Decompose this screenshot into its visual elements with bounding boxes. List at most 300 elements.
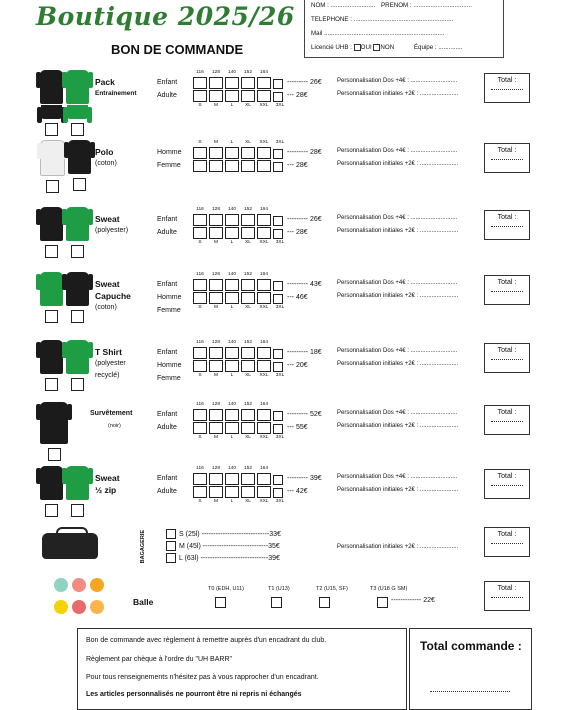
- price-label: --------- 39€: [287, 475, 322, 482]
- garment-icon: [66, 466, 89, 500]
- size-label: M: [214, 103, 218, 108]
- product-name-block: [95, 146, 117, 170]
- bag-l-checkbox[interactable]: [166, 553, 176, 563]
- customer-info-box: [304, 0, 504, 58]
- size-label: XL: [245, 499, 251, 504]
- size-label: 152: [243, 466, 252, 471]
- quantity-box[interactable]: [241, 473, 255, 485]
- size-label: 3XL: [275, 240, 285, 245]
- product-image: [40, 207, 89, 258]
- bag-image: [42, 533, 98, 559]
- quantity-box[interactable]: [241, 279, 255, 291]
- quantity-box[interactable]: [241, 360, 255, 372]
- ball-icon: [54, 600, 68, 614]
- quantity-box[interactable]: [209, 77, 223, 89]
- size-label: XL: [245, 435, 251, 440]
- quantity-box[interactable]: [257, 473, 271, 485]
- quantity-box[interactable]: [193, 279, 207, 291]
- color-select-checkbox[interactable]: [71, 378, 84, 391]
- bag-m-checkbox[interactable]: [166, 541, 176, 551]
- size-3xl-box[interactable]: [273, 349, 283, 359]
- size-label: XL: [245, 305, 251, 310]
- size-label: 140: [227, 70, 236, 75]
- size-label: 164: [259, 402, 268, 407]
- product-name-block: [95, 472, 120, 496]
- category-labels: [157, 408, 177, 434]
- product-desc: (coton): [95, 160, 117, 167]
- size-label: M: [214, 240, 218, 245]
- product-total-box[interactable]: Total :: [484, 405, 530, 435]
- product-image: [40, 272, 89, 323]
- quantity-box[interactable]: [241, 347, 255, 359]
- product-name-block: [95, 278, 131, 314]
- size-3xl-box[interactable]: [273, 475, 283, 485]
- size-label: XL: [245, 373, 251, 378]
- perso-initiales-field[interactable]: Personnalisation initiales +2€ : .......................: [337, 161, 459, 167]
- size-label: S: [198, 435, 202, 440]
- kids-size-header: [192, 70, 272, 75]
- ball-t0-checkbox[interactable]: [215, 597, 226, 608]
- quantity-box[interactable]: [241, 90, 255, 102]
- quantity-grid: [193, 347, 272, 372]
- product-desc: (polyester: [95, 360, 126, 367]
- size-label: 128: [211, 207, 220, 212]
- perso-dos-field[interactable]: Personnalisation Dos +4€ : ............................: [337, 78, 458, 84]
- size-label: 164: [259, 340, 268, 345]
- size-label: 152: [243, 402, 252, 407]
- color-select-checkbox[interactable]: [46, 180, 59, 193]
- product-image: [40, 466, 89, 517]
- product-name-block: [90, 408, 132, 432]
- ball-t1-checkbox[interactable]: [271, 597, 282, 608]
- quantity-box[interactable]: [225, 160, 239, 172]
- kids-size-header: [192, 272, 272, 277]
- kids-size-header: [192, 207, 272, 212]
- quantity-box[interactable]: [193, 147, 207, 159]
- kids-size-header: [192, 340, 272, 345]
- product-total-box[interactable]: Total :: [484, 73, 530, 103]
- size-label: 116: [196, 207, 204, 212]
- quantity-box[interactable]: [225, 90, 239, 102]
- quantity-box[interactable]: [257, 486, 271, 498]
- quantity-box[interactable]: [257, 292, 271, 304]
- size-label: XXL: [259, 140, 269, 145]
- quantity-box[interactable]: [209, 292, 223, 304]
- color-select-checkbox[interactable]: [71, 123, 84, 136]
- quantity-box[interactable]: [241, 227, 255, 239]
- quantity-grid: [193, 214, 272, 239]
- color-select-checkbox[interactable]: [45, 310, 58, 323]
- size-label: 164: [259, 207, 268, 212]
- balle-label: Balle: [133, 597, 154, 607]
- color-select-checkbox[interactable]: [71, 504, 84, 517]
- garment-option: [66, 70, 89, 136]
- garment-option: [40, 70, 63, 136]
- garment-icon: [66, 272, 89, 306]
- size-3xl-box[interactable]: [273, 149, 283, 159]
- category-label: Enfant: [157, 216, 178, 223]
- shorts-icon: [67, 105, 88, 119]
- product-name-block: [95, 346, 126, 382]
- bagagerie-options: [166, 528, 281, 564]
- quantity-box[interactable]: [209, 486, 223, 498]
- quantity-box[interactable]: [257, 77, 271, 89]
- product-total-box[interactable]: Total :: [484, 469, 530, 499]
- perso-initiales-field[interactable]: Personnalisation initiales +2€ : .......................: [337, 361, 459, 367]
- size-label: 3XL: [275, 305, 285, 310]
- ball-icon: [90, 600, 104, 614]
- quantity-grid: [193, 473, 272, 498]
- quantity-box[interactable]: [225, 422, 239, 434]
- perso-options: [337, 471, 458, 497]
- adult-size-footer: [192, 435, 288, 440]
- quantity-box[interactable]: [193, 486, 207, 498]
- size-label: S: [198, 240, 202, 245]
- perso-initiales-field[interactable]: Personnalisation initiales +2€ : .......................: [337, 293, 459, 299]
- quantity-box[interactable]: [209, 90, 223, 102]
- quantity-box[interactable]: [225, 279, 239, 291]
- quantity-box[interactable]: [225, 360, 239, 372]
- garment-icon: [66, 340, 89, 374]
- bag-perso-initiales[interactable]: Personnalisation initiales +2€ : .......................: [337, 544, 459, 550]
- quantity-box[interactable]: [193, 227, 207, 239]
- quantity-box[interactable]: [241, 292, 255, 304]
- licencie-row: Licencié UHB : OUI NON Équipe : ..............: [311, 44, 463, 52]
- size-3xl-box[interactable]: [273, 488, 283, 498]
- product-desc: (polyester): [95, 227, 129, 234]
- garment-icon: [40, 466, 63, 500]
- telephone-field[interactable]: TELEPHONE : ..........................................................: [311, 16, 454, 23]
- size-label: 128: [211, 466, 220, 471]
- quantity-box[interactable]: [241, 147, 255, 159]
- garment-icon: [68, 140, 91, 174]
- quantity-box[interactable]: [257, 147, 271, 159]
- adult-size-footer: [192, 103, 288, 108]
- quantity-box[interactable]: [193, 360, 207, 372]
- size-label: S: [198, 373, 202, 378]
- category-labels: [157, 278, 182, 317]
- perso-dos-field[interactable]: Personnalisation Dos +4€ : ............................: [337, 410, 458, 416]
- product-name: Polo: [95, 147, 114, 157]
- quantity-box[interactable]: [209, 160, 223, 172]
- kids-size-header: [192, 402, 272, 407]
- quantity-box[interactable]: [209, 473, 223, 485]
- product-name-line2: Capuche: [95, 291, 131, 301]
- quantity-box[interactable]: [225, 214, 239, 226]
- size-label: 152: [243, 207, 252, 212]
- perso-options: [337, 212, 458, 238]
- quantity-box[interactable]: [193, 90, 207, 102]
- quantity-box[interactable]: [257, 360, 271, 372]
- price-label: --- 28€: [287, 162, 308, 169]
- price-label: --- 55€: [287, 424, 308, 431]
- product-total-box[interactable]: Total :: [484, 275, 530, 305]
- quantity-box[interactable]: [257, 347, 271, 359]
- quantity-box[interactable]: [241, 486, 255, 498]
- size-3xl-box[interactable]: [273, 162, 283, 172]
- color-select-checkbox[interactable]: [45, 378, 58, 391]
- price-label: --------- 28€: [287, 149, 322, 156]
- page-title: Boutique 2025/26: [36, 2, 295, 31]
- quantity-box[interactable]: [241, 77, 255, 89]
- price-label: --------- 52€: [287, 411, 322, 418]
- price-label: --------- 26€: [287, 216, 322, 223]
- adult-size-footer: [192, 240, 288, 245]
- perso-initiales-field[interactable]: Personnalisation initiales +2€ : .......................: [337, 91, 459, 97]
- product-image: [40, 340, 89, 391]
- category-label: Femme: [157, 307, 181, 314]
- product-name: Sweat: [95, 279, 120, 289]
- size-label: 164: [259, 272, 268, 277]
- bag-s-checkbox[interactable]: [166, 529, 176, 539]
- ball-icon: [54, 578, 68, 592]
- perso-initiales-field[interactable]: Personnalisation initiales +2€ : .......................: [337, 487, 459, 493]
- size-label: S: [198, 499, 202, 504]
- mail-field[interactable]: Mail ......................................................................: [311, 30, 445, 37]
- product-image: [40, 70, 89, 136]
- equipe-field[interactable]: Équipe : ..............: [413, 44, 463, 52]
- quantity-box[interactable]: [193, 292, 207, 304]
- category-label: Enfant: [157, 79, 178, 86]
- product-image: [40, 402, 68, 461]
- quantity-box[interactable]: [241, 422, 255, 434]
- footer-notes: Bon de commande avec règlement à remettre auprès d'un encadrant du club. Règlement par chèque à l'ordre du "UH BARR" Pour tous renseignements n'hésitez pas à vous rapprocher d'un encadrant. Les articles personnalisés ne pourront être ni repris ni échangés: [77, 628, 407, 710]
- price-label: --- 28€: [287, 92, 308, 99]
- size-label: L: [230, 240, 234, 245]
- perso-dos-field[interactable]: Personnalisation Dos +4€ : ............................: [337, 148, 458, 154]
- perso-options: [337, 145, 458, 171]
- perso-options: [337, 277, 458, 303]
- garment-option: [40, 207, 63, 258]
- color-select-checkbox[interactable]: [73, 178, 86, 191]
- bag-option[interactable]: S (25l) ----------------------------- 33€: [166, 528, 281, 540]
- perso-initiales-field[interactable]: Personnalisation initiales +2€ : .......................: [337, 423, 459, 429]
- garment-option: [40, 402, 68, 461]
- size-label: 116: [196, 402, 204, 407]
- garment-option: [68, 140, 91, 193]
- size-label: XXL: [259, 240, 269, 245]
- product-desc-line2: recyclé): [95, 372, 120, 379]
- category-label: Femme: [157, 375, 181, 382]
- size-label: M: [214, 140, 218, 145]
- quantity-box[interactable]: [257, 214, 271, 226]
- size-3xl-box[interactable]: [273, 92, 283, 102]
- quantity-grid: [193, 409, 272, 434]
- perso-dos-field[interactable]: Personnalisation Dos +4€ : ............................: [337, 348, 458, 354]
- quantity-box[interactable]: [225, 473, 239, 485]
- product-name: T Shirt: [95, 347, 122, 357]
- quantity-box[interactable]: [193, 409, 207, 421]
- ball-t3-checkbox[interactable]: [377, 597, 388, 608]
- color-select-checkbox[interactable]: [45, 123, 58, 136]
- category-label: Adulte: [157, 92, 177, 99]
- garment-icon: [40, 340, 63, 374]
- page-subtitle: BON DE COMMANDE: [111, 42, 244, 57]
- size-3xl-box[interactable]: [273, 362, 283, 372]
- color-select-checkbox[interactable]: [45, 245, 58, 258]
- quantity-box[interactable]: [193, 473, 207, 485]
- quantity-box[interactable]: [209, 360, 223, 372]
- size-label: 3XL: [275, 499, 285, 504]
- quantity-box[interactable]: [209, 214, 223, 226]
- size-3xl-box[interactable]: [273, 294, 283, 304]
- price-label: --------- 18€: [287, 349, 322, 356]
- quantity-box[interactable]: [225, 347, 239, 359]
- product-desc: Entraînement: [95, 90, 137, 97]
- product-total-box[interactable]: Total :: [484, 143, 530, 173]
- garment-icon: [40, 70, 63, 104]
- quantity-box[interactable]: [209, 422, 223, 434]
- category-label: Enfant: [157, 349, 178, 356]
- product-name: Sweat: [95, 473, 120, 483]
- size-label: 128: [211, 402, 220, 407]
- garment-option: [40, 340, 63, 391]
- size-label: 164: [259, 466, 268, 471]
- quantity-box[interactable]: [193, 214, 207, 226]
- category-label: Homme: [157, 149, 182, 156]
- size-label: 3XL: [275, 103, 285, 108]
- garment-icon: [40, 272, 63, 306]
- garment-icon: [40, 140, 65, 176]
- ball-t2-checkbox[interactable]: [319, 597, 330, 608]
- garment-option: [40, 272, 63, 323]
- size-3xl-box[interactable]: [273, 229, 283, 239]
- size-label: XXL: [259, 435, 269, 440]
- quantity-box[interactable]: [225, 486, 239, 498]
- category-label: Enfant: [157, 411, 178, 418]
- color-select-checkbox[interactable]: [71, 310, 84, 323]
- balle-price: ------------- 22€: [391, 597, 435, 604]
- bag-total-box[interactable]: Total :: [484, 527, 530, 557]
- size-label: XXL: [259, 103, 269, 108]
- size-label: 3XL: [275, 373, 285, 378]
- size-label: XL: [245, 240, 251, 245]
- product-image: [40, 140, 91, 193]
- perso-options: [337, 345, 458, 371]
- garment-icon: [40, 402, 68, 444]
- color-select-checkbox[interactable]: [45, 504, 58, 517]
- size-label: 140: [227, 402, 236, 407]
- quantity-box[interactable]: [225, 409, 239, 421]
- size-label: L: [230, 499, 234, 504]
- quantity-grid: [193, 77, 272, 102]
- product-total-box[interactable]: Total :: [484, 210, 530, 240]
- product-total-box[interactable]: Total :: [484, 343, 530, 373]
- size-label: M: [214, 435, 218, 440]
- size-label: M: [214, 305, 218, 310]
- oui-checkbox[interactable]: [354, 44, 361, 51]
- category-labels: [157, 472, 177, 498]
- quantity-box[interactable]: [193, 422, 207, 434]
- quantity-box[interactable]: [209, 279, 223, 291]
- quantity-box[interactable]: [241, 160, 255, 172]
- size-3xl-box[interactable]: [273, 216, 283, 226]
- price-label: --- 46€: [287, 294, 308, 301]
- bag-option[interactable]: L (63l) ----------------------------- 39€: [166, 552, 281, 564]
- total-commande-box[interactable]: Total commande :: [409, 628, 532, 710]
- price-label: --------- 43€: [287, 281, 322, 288]
- product-name: Survêtement: [90, 410, 133, 417]
- size-label: M: [214, 373, 218, 378]
- size-label: 140: [227, 340, 236, 345]
- size-label: 152: [243, 272, 252, 277]
- kids-size-header: [192, 466, 272, 471]
- quantity-box[interactable]: [209, 147, 223, 159]
- size-label: 3XL: [275, 140, 285, 145]
- size-3xl-box[interactable]: [273, 424, 283, 434]
- garment-option: [40, 466, 63, 517]
- quantity-box[interactable]: [209, 227, 223, 239]
- quantity-box[interactable]: [209, 409, 223, 421]
- size-label: 152: [243, 340, 252, 345]
- category-label: Adulte: [157, 424, 177, 431]
- quantity-box[interactable]: [241, 214, 255, 226]
- ball-icon: [72, 578, 86, 592]
- size-3xl-box[interactable]: [273, 411, 283, 421]
- quantity-box[interactable]: [193, 77, 207, 89]
- product-desc: (coton): [95, 304, 117, 311]
- nom-field[interactable]: NOM : .......................... PRENOM : ..................................: [311, 2, 472, 9]
- perso-dos-field[interactable]: Personnalisation Dos +4€ : ............................: [337, 474, 458, 480]
- quantity-box[interactable]: [241, 409, 255, 421]
- size-3xl-box[interactable]: [273, 281, 283, 291]
- quantity-box[interactable]: [193, 160, 207, 172]
- garment-option: [66, 272, 89, 323]
- price-label: --- 20€: [287, 362, 308, 369]
- ball-icon: [72, 600, 86, 614]
- size-3xl-box[interactable]: [273, 79, 283, 89]
- product-name-block: [95, 76, 137, 100]
- bag-option[interactable]: M (45l) ---------------------------- 35€: [166, 540, 281, 552]
- quantity-box[interactable]: [257, 279, 271, 291]
- perso-dos-field[interactable]: Personnalisation Dos +4€ : ............................: [337, 280, 458, 286]
- size-label: 140: [227, 207, 236, 212]
- quantity-box[interactable]: [257, 90, 271, 102]
- perso-initiales-field[interactable]: Personnalisation initiales +2€ : .......................: [337, 228, 459, 234]
- size-label: XL: [245, 140, 251, 145]
- size-label: 152: [243, 70, 252, 75]
- adult-size-footer: [192, 305, 288, 310]
- category-label: Homme: [157, 362, 182, 369]
- quantity-box[interactable]: [193, 347, 207, 359]
- quantity-grid: [193, 279, 272, 304]
- color-select-checkbox[interactable]: [71, 245, 84, 258]
- quantity-box[interactable]: [257, 227, 271, 239]
- category-labels: [157, 76, 177, 102]
- quantity-box[interactable]: [209, 347, 223, 359]
- size-label: L: [230, 373, 234, 378]
- quantity-box[interactable]: [257, 409, 271, 421]
- quantity-box[interactable]: [225, 147, 239, 159]
- quantity-box[interactable]: [257, 422, 271, 434]
- quantity-box[interactable]: [225, 227, 239, 239]
- product-desc: (noir): [108, 423, 121, 429]
- product-name: Sweat: [95, 214, 120, 224]
- size-label: XXL: [259, 305, 269, 310]
- color-select-checkbox[interactable]: [48, 448, 61, 461]
- size-label: L: [230, 103, 234, 108]
- perso-dos-field[interactable]: Personnalisation Dos +4€ : ............................: [337, 215, 458, 221]
- quantity-box[interactable]: [225, 77, 239, 89]
- size-label: 116: [196, 466, 204, 471]
- quantity-box[interactable]: [257, 160, 271, 172]
- quantity-box[interactable]: [225, 292, 239, 304]
- product-name: Pack: [95, 77, 115, 87]
- kids-size-header: [192, 140, 288, 145]
- size-label: L: [230, 435, 234, 440]
- size-label: L: [230, 140, 234, 145]
- balle-total-box[interactable]: Total :: [484, 581, 530, 611]
